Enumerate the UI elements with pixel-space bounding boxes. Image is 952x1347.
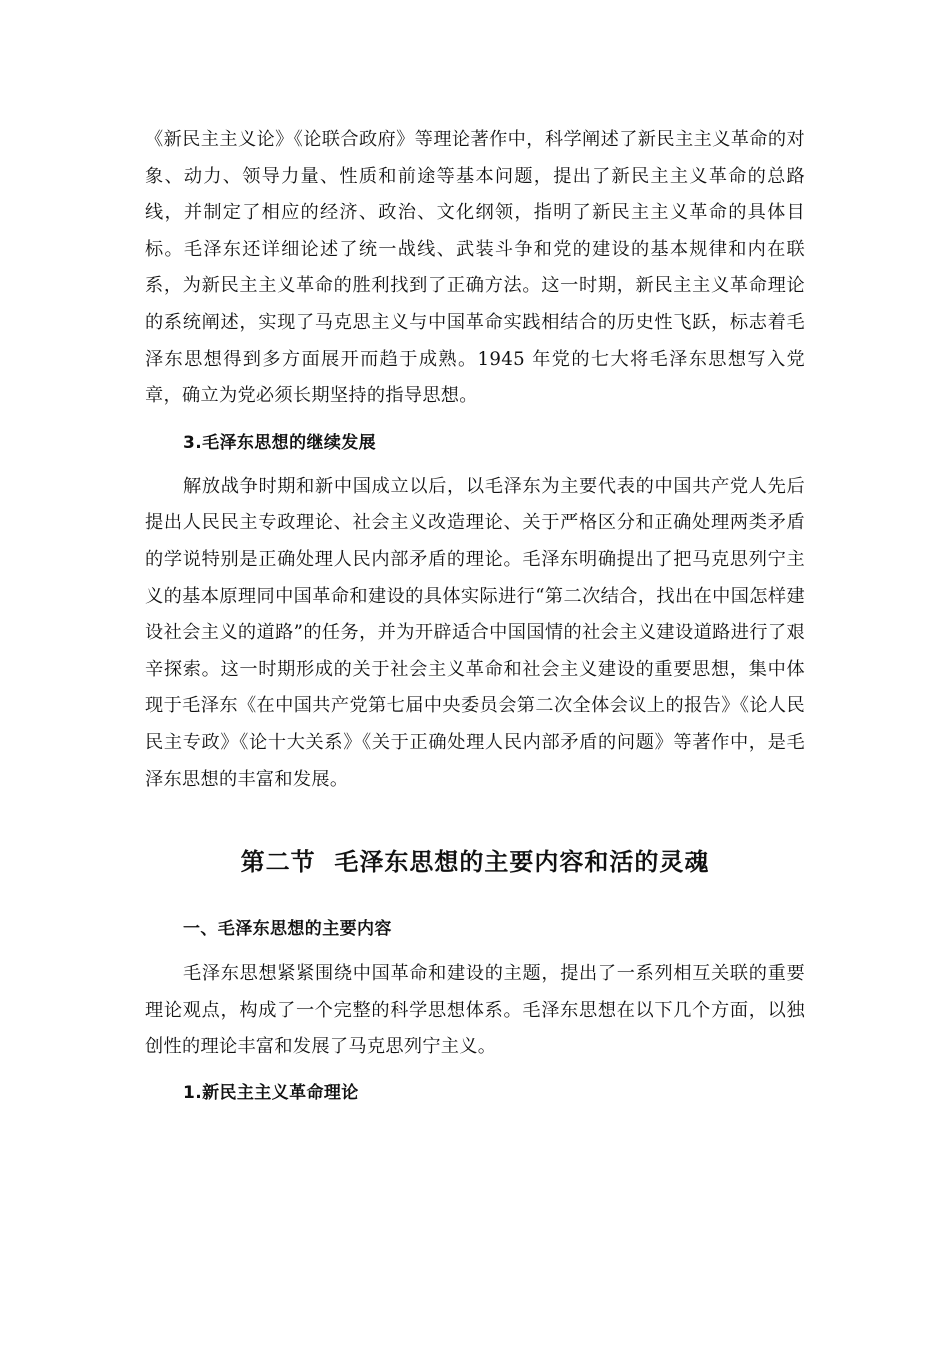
subsection-title: 一、毛泽东思想的主要内容: [183, 919, 392, 940]
document-page: [145, 122, 805, 1108]
body-paragraph: 《新民主主义论》《论联合政府》等理论著作中，科学阐述了新民主主义革命的对象、动力、领导力量、性质和前途等基本问题，提出了新民主主义革命的总路线，并制定了相应的经济、政治、文化纲领，指明了新民主主义革命的具体目标。毛泽东还详细论述了统一战线、武装斗争和党的建设的基本规律和内在联系，为新民主主义革命的胜利找到了正确方法。这一时期，新民主主义革命理论的系统阐述，实现了马克思主义与中国革命实践相结合的历史性飞跃，标志着毛泽东思想得到多方面展开而趋于成熟。1945 年党的七大将毛泽东思想写入党章，确立为党必须长期坚持的指导思想。: [145, 129, 805, 407]
subheading-new-democratic-revolution: 1.新民主主义革命理论: [183, 1082, 359, 1103]
body-paragraph: 解放战争时期和新中国成立以后，以毛泽东为主要代表的中国共产党人先后提出人民民主专政理论、社会主义改造理论、关于严格区分和正确处理两类矛盾的学说特别是正确处理人民内部矛盾的理论。毛泽东明确提出了把马克思列宁主义的基本原理同中国革命和建设的具体实际进行“第二次结合，找出在中国怎样建设社会主义的道路”的任务，并为开辟适合中国国情的社会主义建设道路进行了艰辛探索。这一时期形成的关于社会主义革命和社会主义建设的重要思想，集中体现于毛泽东《在中国共产党第七届中央委员会第二次全体会议上的报告》《论人民民主专政》《论十大关系》《关于正确处理人民内部矛盾的问题》等著作中，是毛泽东思想的丰富和发展。: [145, 475, 805, 790]
section-title: 第二节 毛泽东思想的主要内容和活的灵魂: [240, 848, 710, 877]
subheading-continued-development: 3.毛泽东思想的继续发展: [183, 432, 377, 453]
body-paragraph: 毛泽东思想紧紧围绕中国革命和建设的主题，提出了一系列相互关联的重要理论观点，构成了一个完整的科学思想体系。毛泽东思想在以下几个方面，以独创性的理论丰富和发展了马克思列宁主义。: [145, 963, 805, 1058]
